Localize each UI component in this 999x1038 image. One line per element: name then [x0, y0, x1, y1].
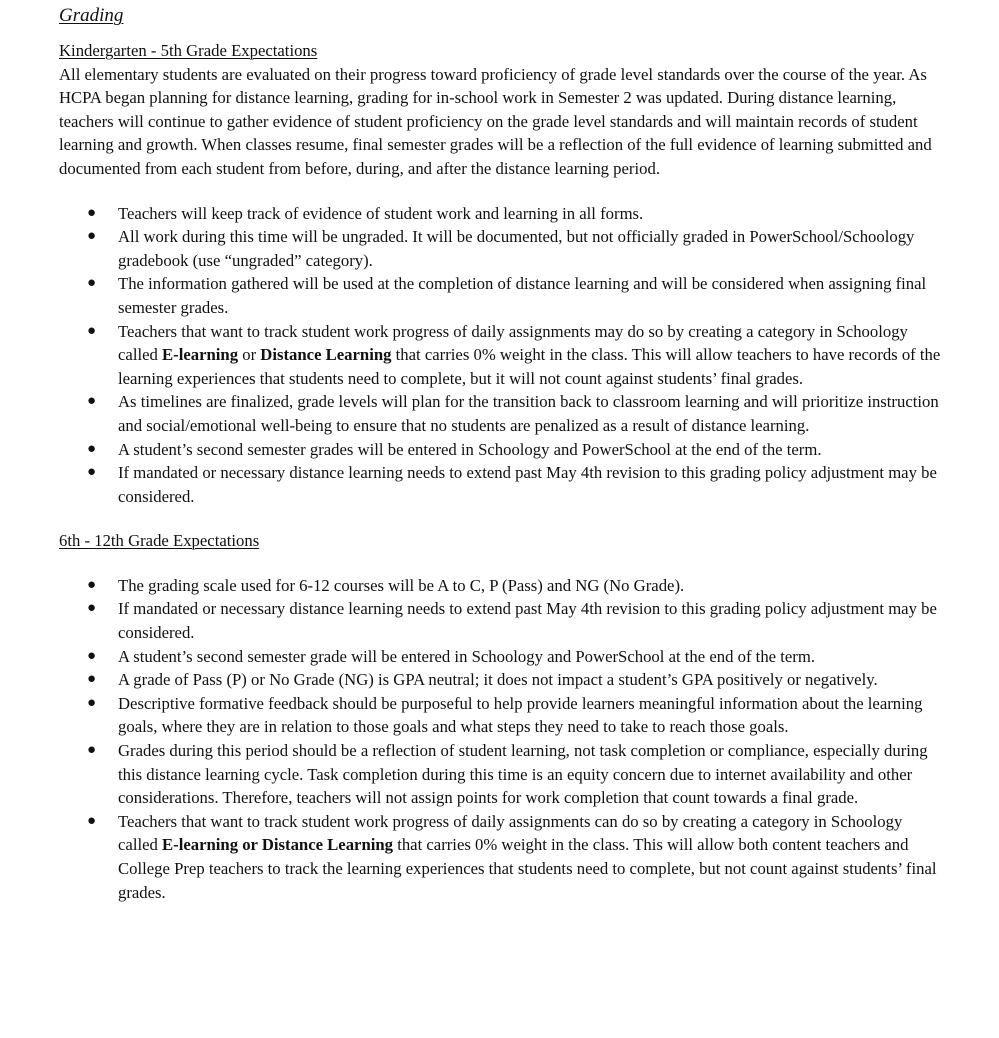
list-item-text: The grading scale used for 6-12 courses will be A to C, P (Pass) and NG (No Grade).: [118, 575, 685, 595]
list-item: [59, 461, 944, 508]
elementary-bullet-list: [59, 202, 944, 509]
bold-term: E-learning: [162, 345, 239, 365]
bullet-icon: ●: [87, 464, 97, 481]
list-item-text: All work during this time will be ungraded. It will be documented, but not officially graded in PowerSchool/Schoology gradebook (use “ungraded” category).: [118, 227, 915, 270]
document-page: [59, 0, 944, 904]
bullet-icon: ●: [87, 228, 97, 245]
secondary-heading: 6th - 12th Grade Expectations: [59, 531, 260, 551]
list-item-text: Descriptive formative feedback should be purposeful to help provide learners meaningful information about the learning goals, where they are in relation to those goals and what steps they need to take to reach those goals.: [118, 693, 923, 737]
bullet-icon: ●: [87, 576, 97, 593]
bullet-icon: ●: [87, 275, 97, 292]
list-item-text: The information gathered will be used at the completion of distance learning and will be considered when assigning final semester grades.: [118, 274, 927, 317]
bullet-icon: ●: [87, 671, 97, 688]
bullet-icon: ●: [87, 322, 97, 339]
list-item: [59, 668, 944, 692]
list-item: [59, 390, 944, 437]
list-item: [59, 810, 944, 904]
list-item-text: A grade of Pass (P) or No Grade (NG) is GPA neutral; it does not impact a student’s GPA positively or negatively.: [118, 670, 878, 690]
secondary-bullet-list: [59, 574, 944, 904]
bold-term: Distance Learning: [260, 345, 392, 365]
list-item-text: Teachers that want to track student work progress of daily assignments may do so by creating a category in Schoology called E-learning or Distance Learning that carries 0% weight in the class. This will allow teachers to have records of the learning experiences that students need to complete, but it will not count against students’ final grades.: [118, 321, 941, 388]
elementary-intro: All elementary students are evaluated on their progress toward proficiency of grade level standards over the course of the year. As HCPA began planning for distance learning, grading for in-school work in Semester 2 was updated. During distance learning, teachers will continue to gather evidence of student proficiency on the grade level standards and will maintain records of student learning and growth. When classes resume, final semester grades will be a reflection of the full evidence of learning submitted and documented from each student from before, during, and after the distance learning period.: [59, 64, 932, 178]
list-item: [59, 272, 944, 319]
elementary-heading: Kindergarten - 5th Grade Expectations: [59, 41, 318, 60]
list-item-text: Teachers that want to track student work progress of daily assignments can do so by creating a category in Schoology called E-learning or Distance Learning that carries 0% weight in the class. This will allow both content teachers and College Prep teachers to track the learning experiences that students need to complete, but not count against students’ final grades.: [118, 811, 937, 902]
bullet-icon: ●: [87, 812, 97, 829]
list-item: [59, 597, 944, 644]
list-item: [59, 739, 944, 810]
list-item-text: As timelines are finalized, grade levels will plan for the transition back to classroom learning and will prioritize instruction and social/emotional well-being to ensure that no students are penalized as a result of distance learning.: [118, 392, 939, 435]
bullet-icon: ●: [87, 694, 97, 711]
bullet-icon: ●: [87, 647, 97, 664]
bullet-icon: ●: [87, 204, 97, 221]
bullet-icon: ●: [87, 440, 97, 457]
bullet-icon: ●: [87, 600, 97, 617]
list-item: [59, 574, 944, 598]
bullet-icon: ●: [87, 742, 97, 759]
list-item: [59, 692, 944, 739]
list-item-text: If mandated or necessary distance learning needs to extend past May 4th revision to this grading policy adjustment may be considered.: [118, 599, 937, 643]
list-item-text: A student’s second semester grades will be entered in Schoology and PowerSchool at the end of the term.: [118, 439, 822, 459]
bullet-icon: ●: [87, 393, 97, 410]
list-item-text: A student’s second semester grade will be entered in Schoology and PowerSchool at the end of the term.: [118, 646, 815, 666]
list-item-text: Grades during this period should be a reflection of student learning, not task completion or compliance, especially during this distance learning cycle. Task completion during this time is an equity concern due to internet availability and other considerations. Therefore, teachers will not assign points for work completion that count towards a final grade.: [118, 741, 928, 808]
bold-term: E-learning or Distance Learning: [162, 835, 394, 855]
list-item-text: If mandated or necessary distance learning needs to extend past May 4th revision to this grading policy adjustment may be considered.: [118, 463, 937, 506]
list-item: [59, 320, 944, 391]
list-item: [59, 225, 944, 272]
document-title: Grading: [59, 5, 124, 26]
list-item: [59, 645, 944, 669]
list-item-text: Teachers will keep track of evidence of student work and learning in all forms.: [118, 203, 644, 223]
list-item: [59, 202, 944, 226]
list-item: [59, 438, 944, 462]
